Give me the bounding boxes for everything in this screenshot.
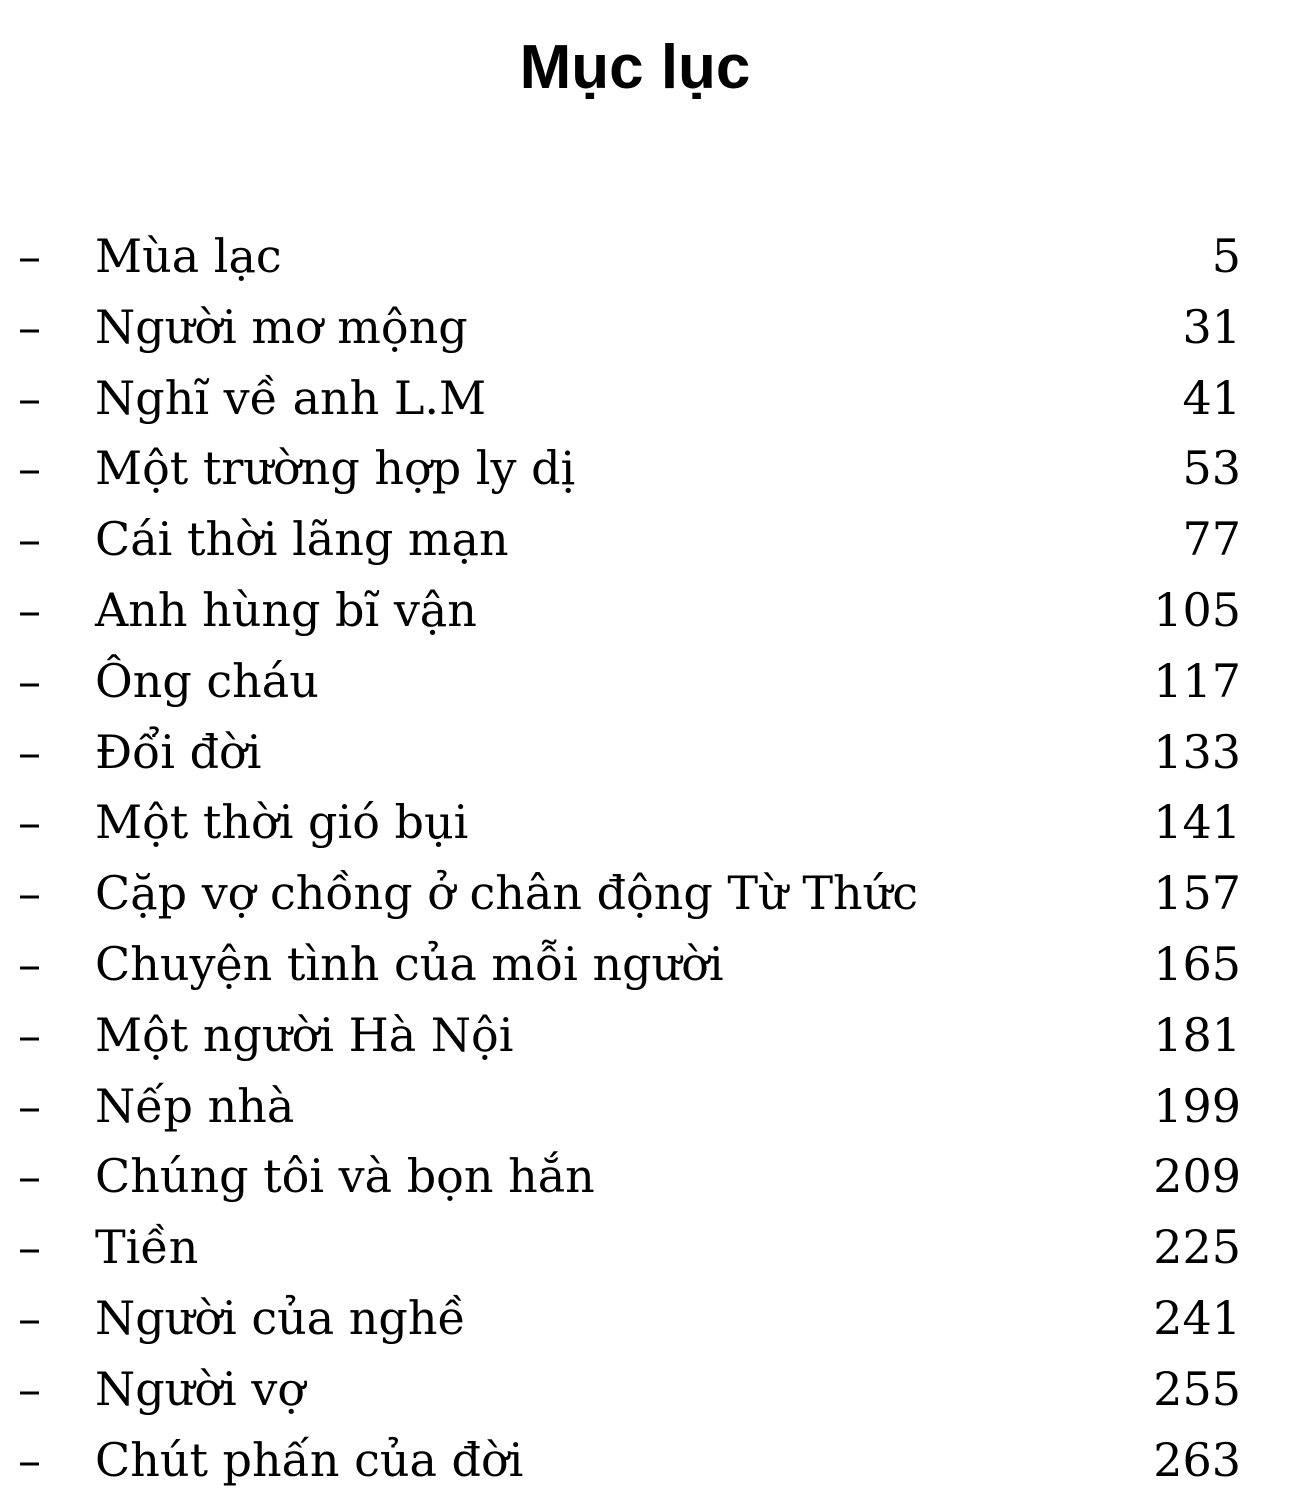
entry-page-number: 31 [1182, 299, 1241, 354]
toc-entry [0, 1283, 1299, 1354]
entry-title: Ông cháu [95, 653, 319, 708]
toc-entry [0, 221, 1299, 292]
entry-title: Cái thời lãng mạn [95, 512, 509, 567]
entry-dash: – [18, 582, 41, 637]
toc-entry [0, 504, 1299, 575]
toc-entry [0, 858, 1299, 929]
toc-entry [0, 1071, 1299, 1142]
entry-page-number: 157 [1153, 866, 1241, 921]
entry-dash: – [18, 1007, 41, 1062]
entry-page-number: 199 [1153, 1078, 1241, 1133]
entry-dash: – [18, 441, 41, 496]
entry-page-number: 53 [1182, 441, 1241, 496]
entry-page-number: 141 [1153, 795, 1241, 850]
toc-entry [0, 1000, 1299, 1071]
toc-entry [0, 1425, 1299, 1496]
entry-page-number: 105 [1153, 582, 1241, 637]
entry-dash: – [18, 1361, 41, 1416]
entry-title: Đổi đời [95, 724, 262, 779]
entry-title: Một thời gió bụi [95, 795, 469, 850]
entry-page-number: 209 [1153, 1149, 1241, 1204]
entry-dash: – [18, 1432, 41, 1487]
toc-entry [0, 292, 1299, 363]
entry-dash: – [18, 936, 41, 991]
toc-entry [0, 1212, 1299, 1283]
entry-title: Người vợ [95, 1361, 306, 1416]
toc-entry [0, 575, 1299, 646]
entry-page-number: 165 [1153, 936, 1241, 991]
entry-dash: – [18, 724, 41, 779]
entry-dash: – [18, 795, 41, 850]
entry-page-number: 241 [1153, 1290, 1241, 1345]
entry-page-number: 263 [1153, 1432, 1241, 1487]
toc-entry [0, 1354, 1299, 1425]
entry-dash: – [18, 1220, 41, 1275]
entry-page-number: 5 [1211, 229, 1241, 283]
entry-page-number: 133 [1153, 724, 1241, 779]
entry-dash: – [18, 1078, 41, 1133]
entry-dash: – [18, 1290, 41, 1345]
entry-dash: – [18, 370, 41, 425]
table-of-contents [0, 221, 1299, 1495]
entry-title: Cặp vợ chồng ở chân động Từ Thức [95, 866, 919, 921]
entry-title: Chút phấn của đời [95, 1432, 524, 1487]
entry-title: Một trường hợp ly dị [95, 441, 576, 496]
entry-title: Một người Hà Nội [95, 1007, 514, 1062]
entry-page-number: 77 [1182, 512, 1241, 567]
entry-dash: – [18, 866, 41, 921]
entry-title: Nếp nhà [95, 1078, 295, 1133]
entry-page-number: 181 [1153, 1007, 1241, 1062]
toc-entry [0, 717, 1299, 788]
toc-entry [0, 363, 1299, 434]
entry-page-number: 41 [1182, 370, 1241, 425]
toc-entry [0, 433, 1299, 504]
entry-title: Anh hùng bĩ vận [95, 582, 477, 637]
entry-dash: – [18, 229, 41, 283]
entry-dash: – [18, 1149, 41, 1204]
entry-page-number: 255 [1153, 1361, 1241, 1416]
entry-dash: – [18, 299, 41, 354]
entry-title: Người mơ mộng [95, 299, 468, 354]
entry-title: Tiền [95, 1220, 199, 1275]
entry-title: Mùa lạc [95, 229, 282, 283]
entry-dash: – [18, 512, 41, 567]
entry-title: Nghĩ về anh L.M [95, 370, 487, 425]
entry-title: Chuyện tình của mỗi người [95, 936, 724, 991]
entry-title: Chúng tôi và bọn hắn [95, 1149, 595, 1204]
entry-page-number: 117 [1153, 653, 1241, 708]
entry-dash: – [18, 653, 41, 708]
toc-entry [0, 1141, 1299, 1212]
entry-page-number: 225 [1153, 1220, 1241, 1275]
toc-entry [0, 646, 1299, 717]
page-title: Mục lục [519, 33, 751, 102]
toc-entry [0, 929, 1299, 1000]
entry-title: Người của nghề [95, 1290, 466, 1345]
toc-entry [0, 787, 1299, 858]
